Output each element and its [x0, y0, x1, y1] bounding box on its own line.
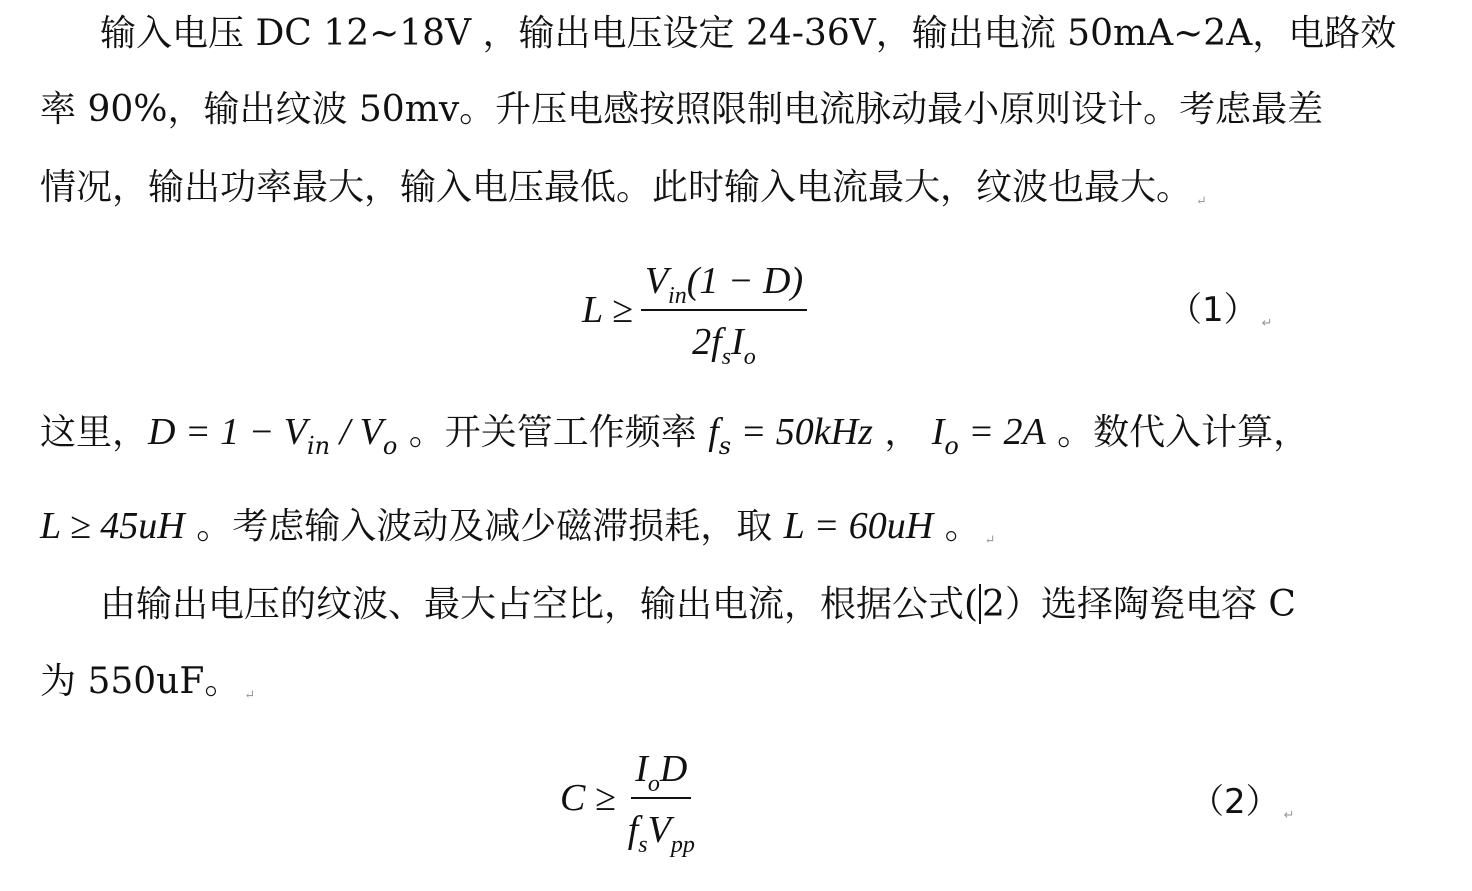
paragraph1-line2: 率 90%，输出纹波 50mv。升压电感按照限制电流脉动最小原则设计。考虑最差: [40, 89, 1324, 130]
paragraph2-line1: 这里，$D = 1 - V_{in} / V_o$ 。开关管工作频率 $f_s = 50kHz$ ， $I_o = 2A$ 。数代入计算，: [40, 411, 1310, 460]
formula-1: [582, 256, 807, 370]
paragraph-mark-icon: ↵: [244, 688, 256, 703]
paragraph2-line2: L ≥ 45uH 。考虑输入波动及减少磁滞损耗，取 L = 60uH 。 ↵: [40, 505, 996, 548]
paragraph-mark-icon: ↵: [984, 533, 996, 548]
equation-number-1: （1） ↵: [1168, 290, 1273, 331]
paragraph1-line1: 输入电压 DC 12~18V ，输出电压设定 24-36V，输出电流 50mA~2A，电路效: [100, 13, 1397, 54]
paragraph3-line1[interactable]: 由输出电压的纹波、最大占空比，输出电流，根据公式( 2）选择陶瓷电容 C: [100, 584, 1296, 625]
paragraph1-line3: 情况，输出功率最大，输入电压最低。此时输入电流最大，纹波也最大。 ↵: [40, 167, 1207, 209]
text-cursor: [979, 584, 981, 624]
formula1-lhs: L ≥: [582, 289, 633, 331]
paragraph-mark-icon: ↵: [1196, 194, 1207, 209]
equation-number-2: （2） ↵: [1190, 782, 1295, 823]
formula1-fraction: $\frac{V_{in}(1 - D)}{2f_sI_o}$: [641, 256, 807, 364]
paragraph-mark-icon: ↵: [1283, 808, 1295, 823]
paragraph-mark-icon: ↵: [1261, 316, 1273, 331]
formula-2: [560, 744, 699, 858]
formula2-lhs: C ≥: [560, 777, 616, 819]
paragraph3-line2: 为 550uF。 ↵: [40, 661, 256, 703]
formula2-fraction: $\frac{I_oD}{f_sV_{pp}}$: [624, 744, 699, 852]
